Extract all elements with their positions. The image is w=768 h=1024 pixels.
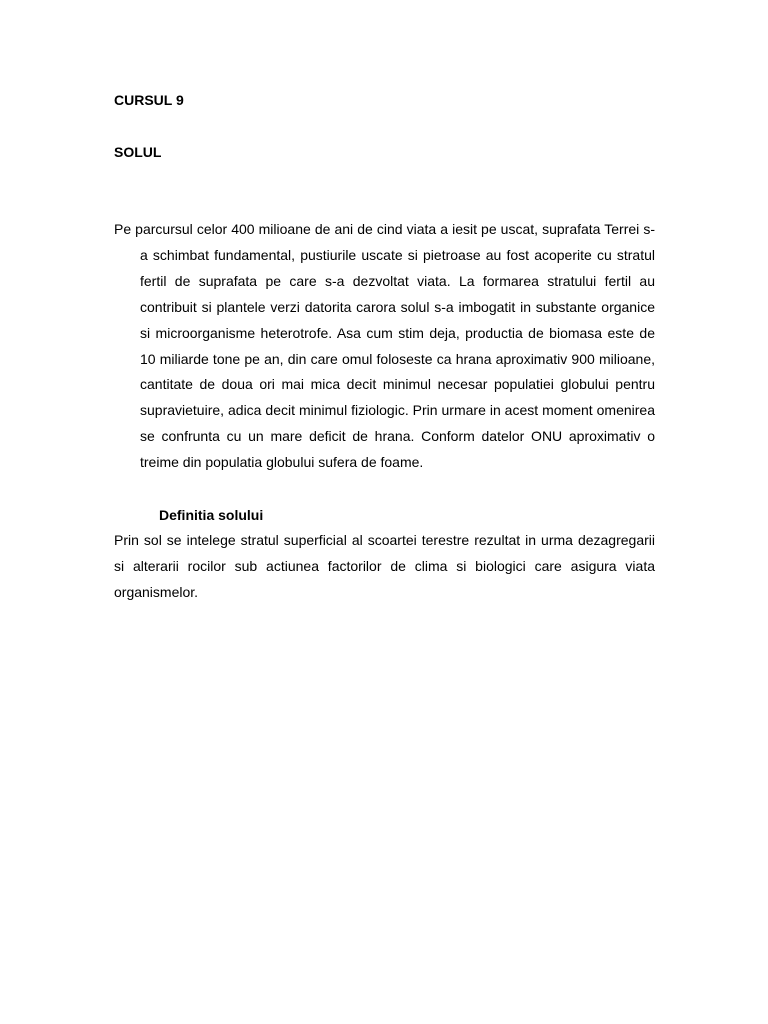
chapter-title: SOLUL [114, 144, 162, 160]
course-title: CURSUL 9 [114, 92, 184, 108]
definition-heading: Definitia solului [159, 507, 264, 523]
definition-paragraph: Prin sol se intelege stratul superficial al scoartei terestre rezultat in urma dezagregarii si alterarii rocilor sub actiunea factorilor de clima si biologici care asigura viata organismelor. [114, 532, 655, 600]
intro-paragraph: Pe parcursul celor 400 milioane de ani de cind viata a iesit pe uscat, suprafata Terrei s-a schimbat fundamental, pustiurile uscate si pietroase au fost acoperite cu stratul fertil de suprafata pe care s-a dezvoltat viata. La formarea stratului fertil au contribuit si plantele verzi datorita carora solul s-a imbogatit in substante organice si microorganisme heterotrofe. Asa cum stim deja, productia de biomasa este de 10 miliarde tone pe an, din care omul foloseste ca hrana aproximativ 900 milioane, cantitate de doua ori mai mica decit minimul necesar populatiei globului pentru supravietuire, adica decit minimul fiziologic. Prin urmare in acest moment omenirea se confrunta cu un mare deficit de hrana. Conform datelor ONU aproximativ o treime din populatia globului sufera de foame. [114, 221, 655, 471]
